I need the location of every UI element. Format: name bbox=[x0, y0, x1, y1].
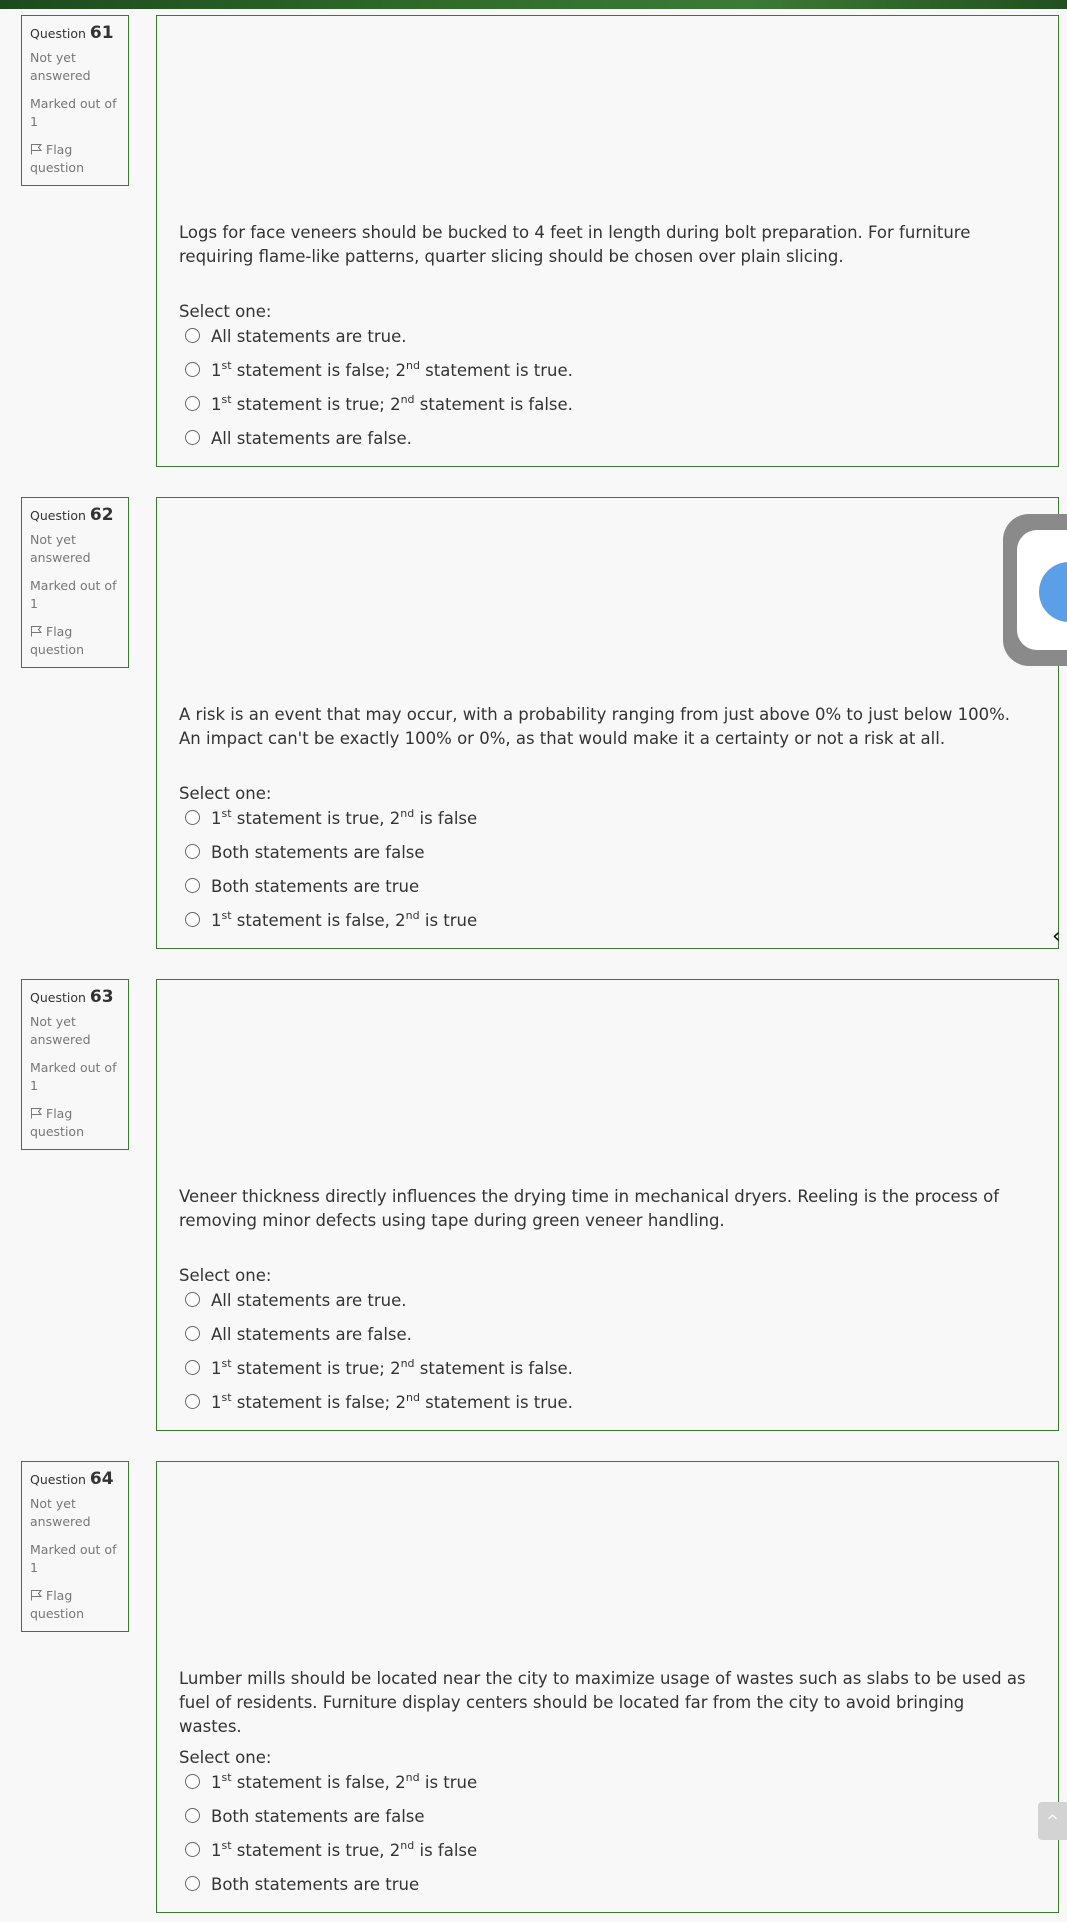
question-number: Question 61 bbox=[30, 23, 114, 43]
question-content bbox=[156, 979, 1059, 1431]
question-info bbox=[21, 1461, 129, 1632]
radio-button[interactable] bbox=[185, 810, 200, 825]
question-text: Lumber mills should be located near the city to maximize usage of wastes such as slabs to be used as fuel of residents. Furniture display centers should be located far from the city to avoid bringing wastes. bbox=[179, 1669, 1026, 1736]
question-state: Not yet answered bbox=[30, 1014, 91, 1047]
radio-button[interactable] bbox=[185, 1394, 200, 1409]
question-marks: Marked out of 1 bbox=[30, 578, 117, 611]
answer-option-label: 1st statement is true, 2nd is false bbox=[211, 1839, 478, 1860]
question-number: Question 62 bbox=[30, 505, 114, 525]
question-state: Not yet answered bbox=[30, 532, 91, 565]
messenger-widget-inner bbox=[1017, 530, 1067, 650]
flag-question-button[interactable]: Flag question bbox=[30, 1106, 85, 1139]
radio-button[interactable] bbox=[185, 396, 200, 411]
answer-option-label: 1st statement is true; 2nd statement is false. bbox=[211, 1357, 573, 1378]
answer-option-label: 1st statement is false; 2nd statement is true. bbox=[211, 1391, 573, 1412]
question-marks: Marked out of 1 bbox=[30, 1542, 117, 1575]
radio-button[interactable] bbox=[185, 1326, 200, 1341]
question-content bbox=[156, 1461, 1059, 1913]
select-one-prompt: Select one: bbox=[179, 784, 272, 803]
select-one-prompt: Select one: bbox=[179, 1748, 272, 1767]
question-marks: Marked out of 1 bbox=[30, 1060, 117, 1093]
answer-option-label: 1st statement is true, 2nd is false bbox=[211, 807, 478, 828]
radio-button[interactable] bbox=[185, 844, 200, 859]
answer-option-label: 1st statement is false, 2nd is true bbox=[211, 1771, 478, 1792]
messenger-icon bbox=[1039, 562, 1067, 622]
flag-question-button[interactable]: Flag question bbox=[30, 142, 85, 175]
answer-option-label: 1st statement is false, 2nd is true bbox=[211, 909, 478, 930]
radio-button[interactable] bbox=[185, 430, 200, 445]
radio-button[interactable] bbox=[185, 878, 200, 893]
answer-option-label: Both statements are false bbox=[211, 1807, 425, 1826]
radio-button[interactable] bbox=[185, 1876, 200, 1891]
drawer-toggle-chevron-left-icon[interactable]: ‹ bbox=[1052, 924, 1061, 949]
select-one-prompt: Select one: bbox=[179, 1266, 272, 1285]
answer-option-label: 1st statement is false; 2nd statement is true. bbox=[211, 359, 573, 380]
radio-button[interactable] bbox=[185, 912, 200, 927]
answer-option-label: Both statements are true bbox=[211, 1875, 420, 1894]
answer-option-label: All statements are false. bbox=[211, 1325, 412, 1344]
answer-option-label: All statements are true. bbox=[211, 327, 407, 346]
question-text: Logs for face veneers should be bucked to 4 feet in length during bolt preparation. For furniture requiring flame-like patterns, quarter slicing should be chosen over plain slicing. bbox=[179, 223, 971, 266]
question-info bbox=[21, 15, 129, 186]
messenger-chat-widget[interactable] bbox=[1003, 514, 1067, 666]
question-info bbox=[21, 497, 129, 668]
flag-icon bbox=[30, 625, 43, 637]
question-content bbox=[156, 497, 1059, 949]
question-number: Question 64 bbox=[30, 1469, 114, 1489]
question-text: A risk is an event that may occur, with a probability ranging from just above 0% to just below 100%. An impact can't be exactly 100% or 0%, as that would make it a certainty or not a risk at all. bbox=[179, 705, 1011, 748]
flag-question-button[interactable]: Flag question bbox=[30, 1588, 85, 1621]
answer-option-label: 1st statement is true; 2nd statement is false. bbox=[211, 393, 573, 414]
question-marks: Marked out of 1 bbox=[30, 96, 117, 129]
radio-button[interactable] bbox=[185, 1774, 200, 1789]
answer-option-label: Both statements are true bbox=[211, 877, 420, 896]
flag-icon bbox=[30, 143, 43, 155]
question-state: Not yet answered bbox=[30, 50, 91, 83]
select-one-prompt: Select one: bbox=[179, 302, 272, 321]
flag-icon bbox=[30, 1107, 43, 1119]
question-info bbox=[21, 979, 129, 1150]
flag-icon bbox=[30, 1589, 43, 1601]
radio-button[interactable] bbox=[185, 1842, 200, 1857]
answer-option-label: Both statements are false bbox=[211, 843, 425, 862]
header-banner bbox=[0, 0, 1067, 9]
radio-button[interactable] bbox=[185, 1360, 200, 1375]
flag-question-button[interactable]: Flag question bbox=[30, 624, 85, 657]
question-content bbox=[156, 15, 1059, 467]
radio-button[interactable] bbox=[185, 362, 200, 377]
radio-button[interactable] bbox=[185, 1808, 200, 1823]
answer-option-label: All statements are false. bbox=[211, 429, 412, 448]
question-text: Veneer thickness directly influences the drying time in mechanical dryers. Reeling is the process of removing minor defects using tape during green veneer handling. bbox=[179, 1187, 1000, 1230]
back-to-top-button[interactable]: ^ bbox=[1038, 1802, 1067, 1840]
question-number: Question 63 bbox=[30, 987, 114, 1007]
radio-button[interactable] bbox=[185, 1292, 200, 1307]
answer-option-label: All statements are true. bbox=[211, 1291, 407, 1310]
radio-button[interactable] bbox=[185, 328, 200, 343]
question-state: Not yet answered bbox=[30, 1496, 91, 1529]
